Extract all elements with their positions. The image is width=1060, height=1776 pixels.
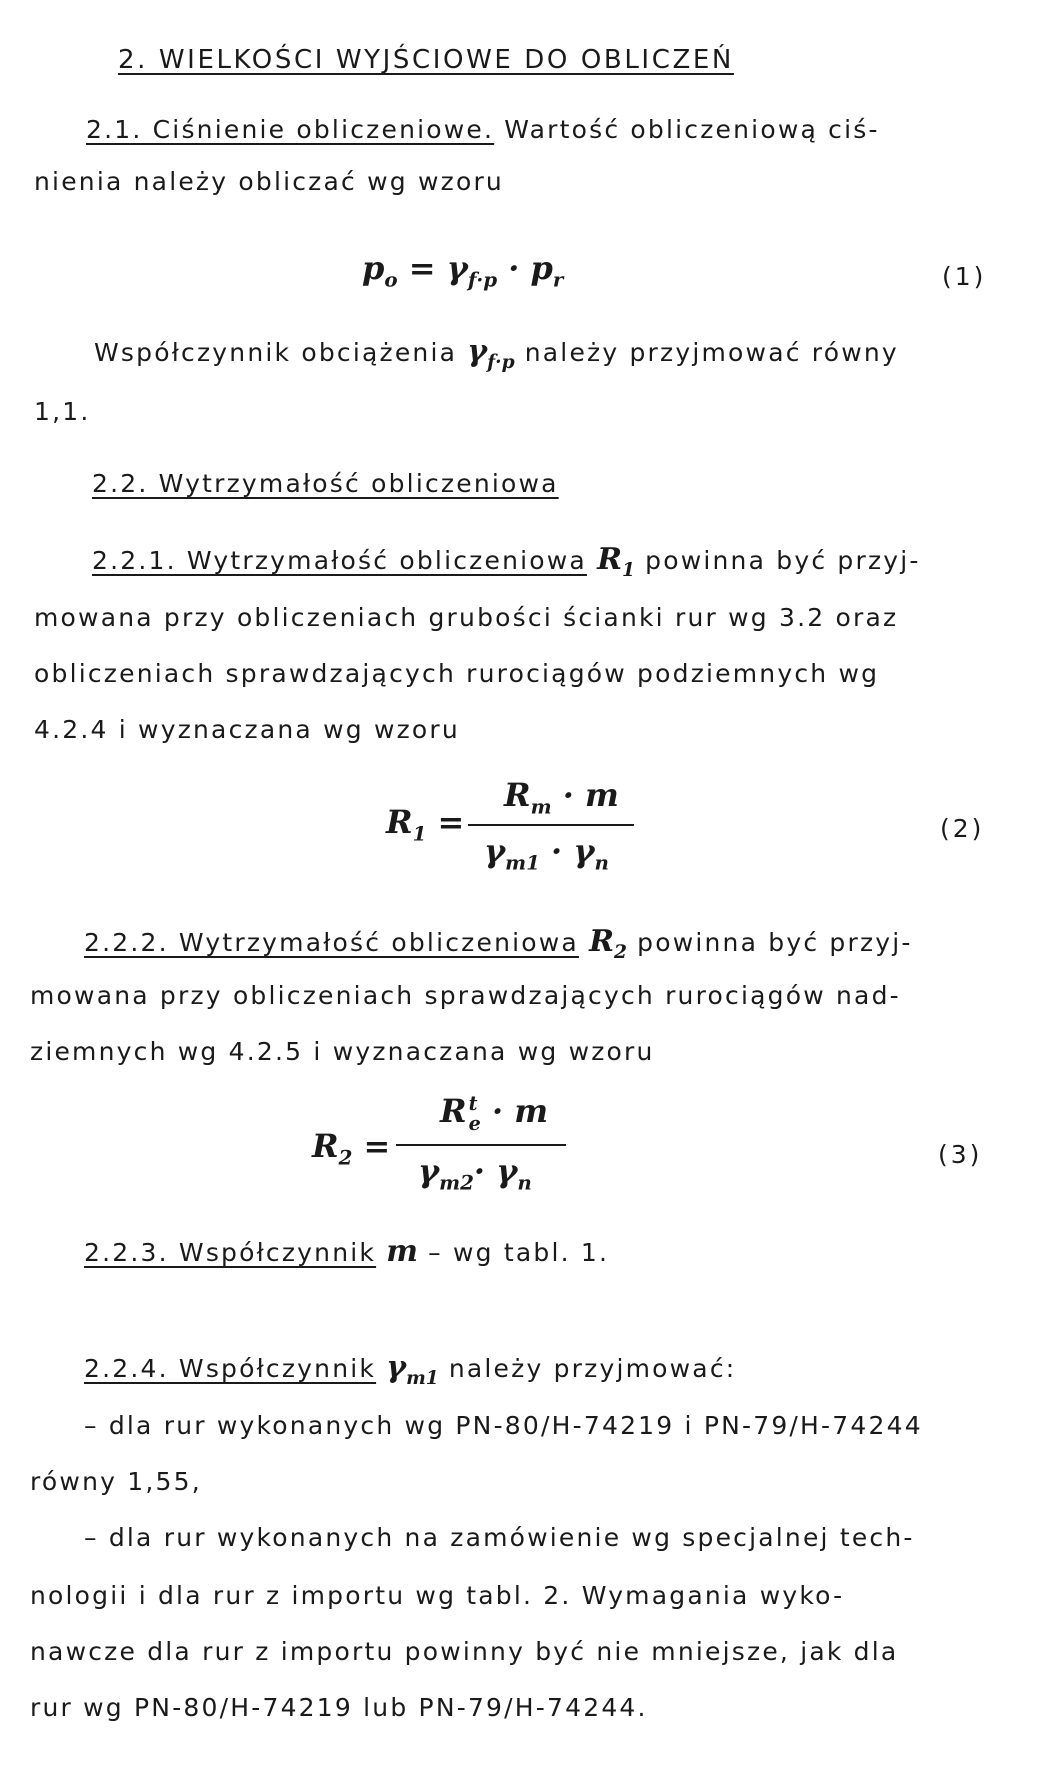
formula-3-numerator: R t e · m xyxy=(440,1092,549,1135)
section-2-1-line-1 xyxy=(86,114,880,146)
section-2-2-2-line-2: mowana przy obliczeniach sprawdzających rurociągów nad- xyxy=(30,981,901,1010)
section-2-2-3-title: 2.2.3. Współczynnik xyxy=(84,1238,377,1267)
list-item-2-line-3: nawcze dla rur z importu powinny być nie mniejsze, jak dla xyxy=(30,1637,899,1666)
page-title: 2. WIELKOŚCI WYJŚCIOWE DO OBLICZEŃ xyxy=(118,45,734,75)
equation-number-1: (1) xyxy=(942,262,987,291)
formula-2-lhs-sub: 1 xyxy=(412,821,427,846)
section-2-1-text: Wartość obliczeniową ciś- xyxy=(504,115,880,144)
coefficient-line xyxy=(94,336,899,379)
equation-number-3: (3) xyxy=(938,1140,983,1169)
section-2-2-4-text: należy przyjmować: xyxy=(448,1354,737,1383)
section-2-2-2-line-1 xyxy=(84,926,913,969)
section-2-2-title: 2.2. Wytrzymałość obliczeniowa xyxy=(92,469,559,498)
coefficient-text-b: należy przyjmować równy xyxy=(524,338,899,367)
section-2-2-3-text: – wg tabl. 1. xyxy=(428,1238,610,1267)
list-item-1-line-1: – dla rur wykonanych wg PN-80/H-74219 i PN-79/H-74244 xyxy=(84,1411,923,1440)
formula-1-lhs: p xyxy=(362,249,385,287)
formula-3-lhs-sub: 2 xyxy=(338,1145,353,1170)
list-item-2-line-1: – dla rur wykonanych na zamówienie wg specjalnej tech- xyxy=(84,1523,915,1552)
list-item-1-line-2: równy 1,55, xyxy=(30,1467,202,1496)
section-2-2-4-symbol-sub: m1 xyxy=(406,1368,439,1389)
coefficient-value: 1,1. xyxy=(34,397,91,426)
formula-2-fraction xyxy=(468,776,634,886)
section-2-2-1-symbol: R xyxy=(597,542,623,577)
section-2-2-3-line xyxy=(84,1236,609,1269)
coefficient-symbol: γ xyxy=(467,334,488,369)
formula-3-lhs: $R_2$ = xyxy=(312,1127,391,1170)
section-2-1-line-2: nienia należy obliczać wg wzoru xyxy=(34,167,504,196)
formula-2-lhs: $R_1$ = xyxy=(386,803,465,846)
section-2-2-1-line-4: 4.2.4 i wyznaczana wg wzoru xyxy=(34,715,460,744)
formula-2-fraction-bar xyxy=(468,824,634,826)
section-2-2-2-line-3: ziemnych wg 4.2.5 i wyznaczana wg wzoru xyxy=(30,1037,655,1066)
formula-1-gamma: γ xyxy=(446,249,468,287)
formula-2-numerator: $R_m \cdot m$ xyxy=(504,776,619,819)
formula-3-lhs-symbol: R xyxy=(312,1127,339,1165)
section-2-2-1-line-3: obliczeniach sprawdzających rurociągów podziemnych wg xyxy=(34,659,880,688)
formula-1-p: p xyxy=(530,249,553,287)
section-2-2-1-line-1 xyxy=(92,544,921,587)
formula-1-gamma-sub: f·p xyxy=(467,267,498,292)
formula-3-fraction xyxy=(396,1092,566,1210)
section-2-2-1-symbol-sub: 1 xyxy=(622,560,635,581)
formula-3-fraction-bar xyxy=(396,1144,566,1146)
formula-1: $p_o = \gamma_{f\cdot p} \cdot p_r$ xyxy=(362,249,564,292)
section-2-2-1-line-2: mowana przy obliczeniach grubości ścianki rur wg 3.2 oraz xyxy=(34,603,899,632)
section-2-2-1-text: powinna być przyj- xyxy=(645,546,921,575)
list-item-2-line-2: nologii i dla rur z importu wg tabl. 2. Wymagania wyko- xyxy=(30,1581,845,1610)
list-item-2-line-4: rur wg PN-80/H-74219 lub PN-79/H-74244. xyxy=(30,1693,648,1722)
coefficient-symbol-sub: f·p xyxy=(487,352,515,373)
formula-1-p-sub: r xyxy=(552,267,564,292)
section-2-2-4-line xyxy=(84,1352,736,1395)
section-2-1-title: 2.1. Ciśnienie obliczeniowe. xyxy=(86,115,495,144)
section-2-2-4-title: 2.2.4. Współczynnik xyxy=(84,1354,377,1383)
formula-2-lhs-symbol: R xyxy=(386,803,413,841)
coefficient-text-a: Współczynnik obciążenia xyxy=(94,338,458,367)
section-2-2-3-symbol: m xyxy=(386,1234,418,1269)
section-2-2-4-symbol: γ xyxy=(386,1350,407,1385)
section-2-2-1-title: 2.2.1. Wytrzymałość obliczeniowa xyxy=(92,546,587,575)
section-2-2-2-symbol: R xyxy=(589,924,615,959)
equation-number-2: (2) xyxy=(940,814,985,843)
section-2-2-2-text: powinna być przyj- xyxy=(637,928,913,957)
formula-1-lhs-sub: o xyxy=(384,267,398,292)
section-2-2-2-symbol-sub: 2 xyxy=(614,942,627,963)
formula-2-denominator: $\gamma_{m1} \cdot \gamma_n$ xyxy=(484,832,609,875)
section-2-2-2-title: 2.2.2. Wytrzymałość obliczeniowa xyxy=(84,928,579,957)
formula-3-denominator: $\gamma_{m2}\cdot \gamma_n$ xyxy=(418,1152,532,1195)
